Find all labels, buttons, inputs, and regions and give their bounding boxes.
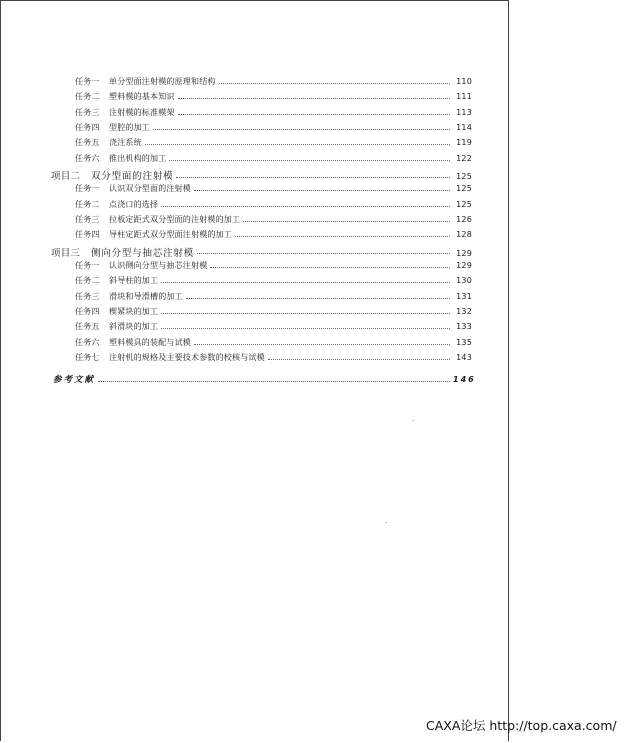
toc-task-entry[interactable] xyxy=(75,183,472,194)
toc-task-entry[interactable] xyxy=(75,91,472,102)
toc-dot-leader xyxy=(197,253,450,254)
toc-entry-tag: 项目三 xyxy=(51,247,81,259)
toc-dot-leader xyxy=(194,190,450,191)
toc-page-number: 111 xyxy=(456,92,472,102)
toc-task-entry[interactable] xyxy=(75,275,472,286)
toc-task-entry[interactable] xyxy=(75,214,472,225)
toc-entry-tag: 任务六 xyxy=(75,153,100,163)
scan-speck xyxy=(385,522,387,523)
toc-page-number: 114 xyxy=(456,123,472,132)
toc-dot-leader xyxy=(219,83,450,84)
toc-page-number: 122 xyxy=(456,153,472,163)
toc-project-entry[interactable] xyxy=(51,245,472,259)
toc-page-number: 143 xyxy=(456,353,472,362)
toc-entry-tag: 任务二 xyxy=(75,92,100,102)
toc-dot-leader xyxy=(145,144,450,145)
toc-page-number: 135 xyxy=(456,337,472,347)
toc-dot-leader xyxy=(161,328,450,329)
toc-entry-tag: 任务三 xyxy=(75,291,100,301)
toc-page-number: 128 xyxy=(456,230,472,240)
toc-entry-title: 塑料模具的装配与试模 xyxy=(109,337,191,347)
toc-entry-tag: 项目二 xyxy=(51,171,81,182)
toc-entry-title: 拉板定距式双分型面的注射模的加工 xyxy=(109,215,241,224)
toc-dot-leader xyxy=(169,160,450,161)
toc-page-number: 132 xyxy=(456,307,472,316)
toc-dot-leader xyxy=(161,206,450,207)
toc-dot-leader xyxy=(186,298,450,299)
toc-entry-title: 塑料模的基本知识 xyxy=(109,92,175,102)
toc-entry-title: 参考文献 xyxy=(53,375,96,385)
toc-task-entry[interactable] xyxy=(75,306,472,317)
toc-dot-leader xyxy=(153,129,450,130)
toc-page-number: 126 xyxy=(456,215,472,224)
toc-references-entry[interactable] xyxy=(53,373,476,385)
toc-page-number: 110 xyxy=(456,77,472,86)
toc-task-entry[interactable] xyxy=(75,76,472,87)
toc-task-entry[interactable] xyxy=(75,260,472,271)
toc-dot-leader xyxy=(194,344,450,345)
toc-task-entry[interactable] xyxy=(75,137,472,148)
toc-dot-leader xyxy=(178,98,450,99)
toc-entry-title: 楔紧块的加工 xyxy=(109,307,159,316)
toc-page-number: 119 xyxy=(456,138,472,148)
toc-entry-tag: 任务二 xyxy=(75,276,100,286)
toc-task-entry[interactable] xyxy=(75,153,472,164)
toc-entry-title: 注射模的标准模架 xyxy=(109,107,175,117)
toc-entry-title: 斜滑块的加工 xyxy=(109,322,159,332)
scan-speck xyxy=(412,420,414,421)
toc-page-number: 146 xyxy=(453,375,476,384)
toc-entry-title: 斜导柱的加工 xyxy=(109,276,159,286)
toc-entry-tag: 任务三 xyxy=(75,107,100,117)
toc-entry-tag: 任务二 xyxy=(75,199,100,209)
toc-entry-title: 认识双分型面的注射模 xyxy=(109,184,191,194)
toc-task-entry[interactable] xyxy=(75,352,472,363)
toc-task-entry[interactable] xyxy=(75,321,472,332)
toc-entry-title: 单分型面注射模的原理和结构 xyxy=(109,77,216,86)
toc-entry-tag: 任务六 xyxy=(75,337,100,347)
toc-entry-tag: 任务四 xyxy=(75,123,100,132)
toc-entry-title: 认识侧向分型与抽芯注射模 xyxy=(109,261,208,270)
toc-page-number: 125 xyxy=(456,199,472,209)
toc-dot-leader xyxy=(178,114,450,115)
toc-entry-tag: 任务一 xyxy=(75,184,100,194)
toc-entry-tag: 任务四 xyxy=(75,230,100,240)
toc-entry-title: 双分型面的注射模 xyxy=(91,171,174,182)
toc-entry-tag: 任务一 xyxy=(75,77,100,86)
toc-page-number: 113 xyxy=(456,107,472,117)
toc-dot-leader xyxy=(243,221,450,222)
toc-dot-leader xyxy=(210,267,450,268)
toc-page-number: 125 xyxy=(456,172,472,181)
toc-task-entry[interactable] xyxy=(75,107,472,118)
toc-entry-title: 侧向分型与抽芯注射模 xyxy=(91,247,195,259)
toc-dot-leader xyxy=(161,282,450,283)
toc-project-entry[interactable] xyxy=(51,168,472,182)
toc-dot-leader xyxy=(161,313,450,314)
toc-entry-tag: 任务四 xyxy=(75,307,100,316)
toc-task-entry[interactable] xyxy=(75,122,472,133)
toc-task-entry[interactable] xyxy=(75,229,472,240)
toc-dot-leader xyxy=(176,177,450,178)
toc-entry-title: 点浇口的选择 xyxy=(109,199,159,209)
toc-entry-title: 导柱定距式双分型面注射模的加工 xyxy=(109,230,232,240)
toc-page-number: 125 xyxy=(456,184,472,194)
toc-entry-title: 浇注系统 xyxy=(109,138,142,148)
toc-entry-tag: 任务五 xyxy=(75,322,100,332)
toc-task-entry[interactable] xyxy=(75,199,472,210)
toc-entry-tag: 任务五 xyxy=(75,138,100,148)
toc-entry-tag: 任务三 xyxy=(75,215,100,224)
watermark-footer: CAXA论坛 http://top.caxa.com/ xyxy=(426,718,617,733)
toc-page-number: 129 xyxy=(456,248,472,258)
toc-dot-leader xyxy=(235,236,450,237)
toc-entry-tag: 任务七 xyxy=(75,353,100,362)
toc-page-number: 130 xyxy=(456,276,472,286)
toc-page-number: 129 xyxy=(456,261,472,270)
toc-page-number: 133 xyxy=(456,322,472,332)
toc-entry-title: 注射机的规格及主要技术参数的校核与试模 xyxy=(109,353,265,362)
toc-task-entry[interactable] xyxy=(75,291,472,302)
toc-page-number: 131 xyxy=(456,291,472,301)
toc-dot-leader xyxy=(268,359,450,360)
toc-task-entry[interactable] xyxy=(75,337,472,348)
toc-entry-title: 推出机构的加工 xyxy=(109,153,167,163)
toc-dot-leader xyxy=(98,381,450,382)
toc-entry-tag: 任务一 xyxy=(75,261,100,270)
toc-entry-title: 型腔的加工 xyxy=(109,123,150,132)
toc-entry-title: 滑块和导滑槽的加工 xyxy=(109,291,183,301)
